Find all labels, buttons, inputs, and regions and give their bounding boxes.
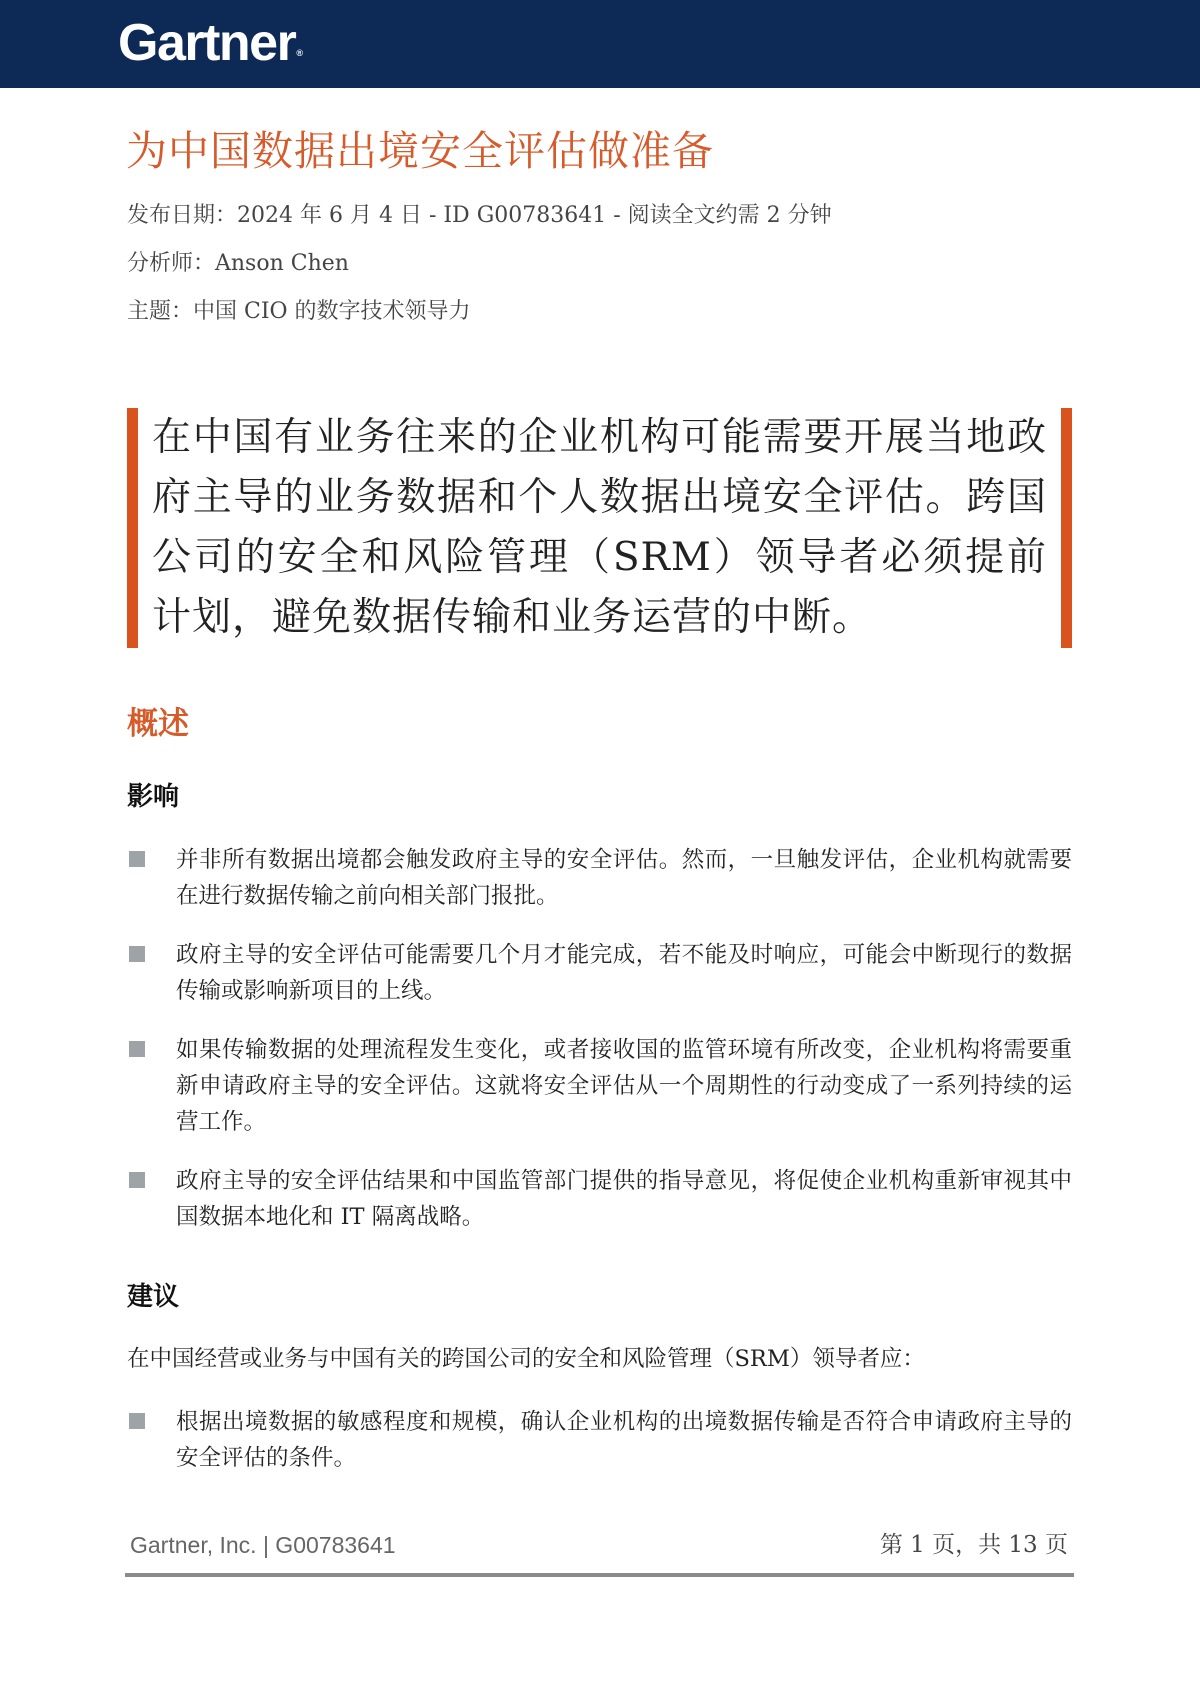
bullet-square-icon (129, 1172, 145, 1188)
registered-mark: ® (296, 48, 303, 58)
document-title: 为中国数据出境安全评估做准备 (126, 127, 714, 175)
overview-heading: 概述 (127, 706, 189, 742)
publish-meta: 发布日期：2024 年 6 月 4 日 - ID G00783641 - 阅读全文约需 2 分钟 (127, 203, 832, 228)
footer-page-number: 第 1 页，共 13 页 (879, 1532, 1068, 1558)
recommendations-intro: 在中国经营或业务与中国有关的跨国公司的安全和风险管理（SRM）领导者应： (127, 1346, 925, 1372)
footer-divider (125, 1573, 1074, 1577)
bullet-square-icon (129, 851, 145, 867)
bullet-square-icon (129, 1413, 145, 1429)
list-item-text: 如果传输数据的处理流程发生变化，或者接收国的监管环境有所改变，企业机构将需要重新申请政府主导的安全评估。这就将安全评估从一个周期性的行动变成了一系列持续的运营工作。 (176, 1037, 1072, 1135)
list-item-text: 根据出境数据的敏感程度和规模，确认企业机构的出境数据传输是否符合申请政府主导的安全评估的条件。 (176, 1409, 1072, 1471)
list-item (127, 1032, 1072, 1140)
list-item (127, 1163, 1072, 1235)
logo-text: Gartner (118, 14, 296, 72)
topic-meta: 主题：中国 CIO 的数字技术领导力 (127, 299, 471, 324)
summary-text: 在中国有业务往来的企业机构可能需要开展当地政府主导的业务数据和个人数据出境安全评估。跨国公司的安全和风险管理（SRM）领导者必须提前计划，避免数据传输和业务运营的中断。 (152, 415, 1047, 640)
recommendations-heading: 建议 (127, 1282, 180, 1312)
analyst-meta: 分析师：Anson Chen (127, 251, 349, 276)
header-bar (0, 0, 1200, 88)
impact-list (127, 842, 1072, 1258)
bullet-square-icon (129, 1041, 145, 1057)
footer-doc-id: Gartner, Inc. | G00783641 (130, 1532, 396, 1558)
impact-heading: 影响 (127, 782, 180, 812)
summary-callout (127, 408, 1072, 648)
list-item (127, 1404, 1072, 1476)
list-item (127, 842, 1072, 914)
list-item-text: 政府主导的安全评估可能需要几个月才能完成，若不能及时响应，可能会中断现行的数据传输或影响新项目的上线。 (176, 942, 1072, 1004)
bullet-square-icon (129, 946, 145, 962)
gartner-logo[interactable] (118, 13, 303, 83)
recommendations-list (127, 1404, 1072, 1476)
list-item-text: 政府主导的安全评估结果和中国监管部门提供的指导意见，将促使企业机构重新审视其中国数据本地化和 IT 隔离战略。 (176, 1168, 1072, 1230)
list-item (127, 937, 1072, 1009)
list-item-text: 并非所有数据出境都会触发政府主导的安全评估。然而，一旦触发评估，企业机构就需要在进行数据传输之前向相关部门报批。 (176, 847, 1072, 909)
